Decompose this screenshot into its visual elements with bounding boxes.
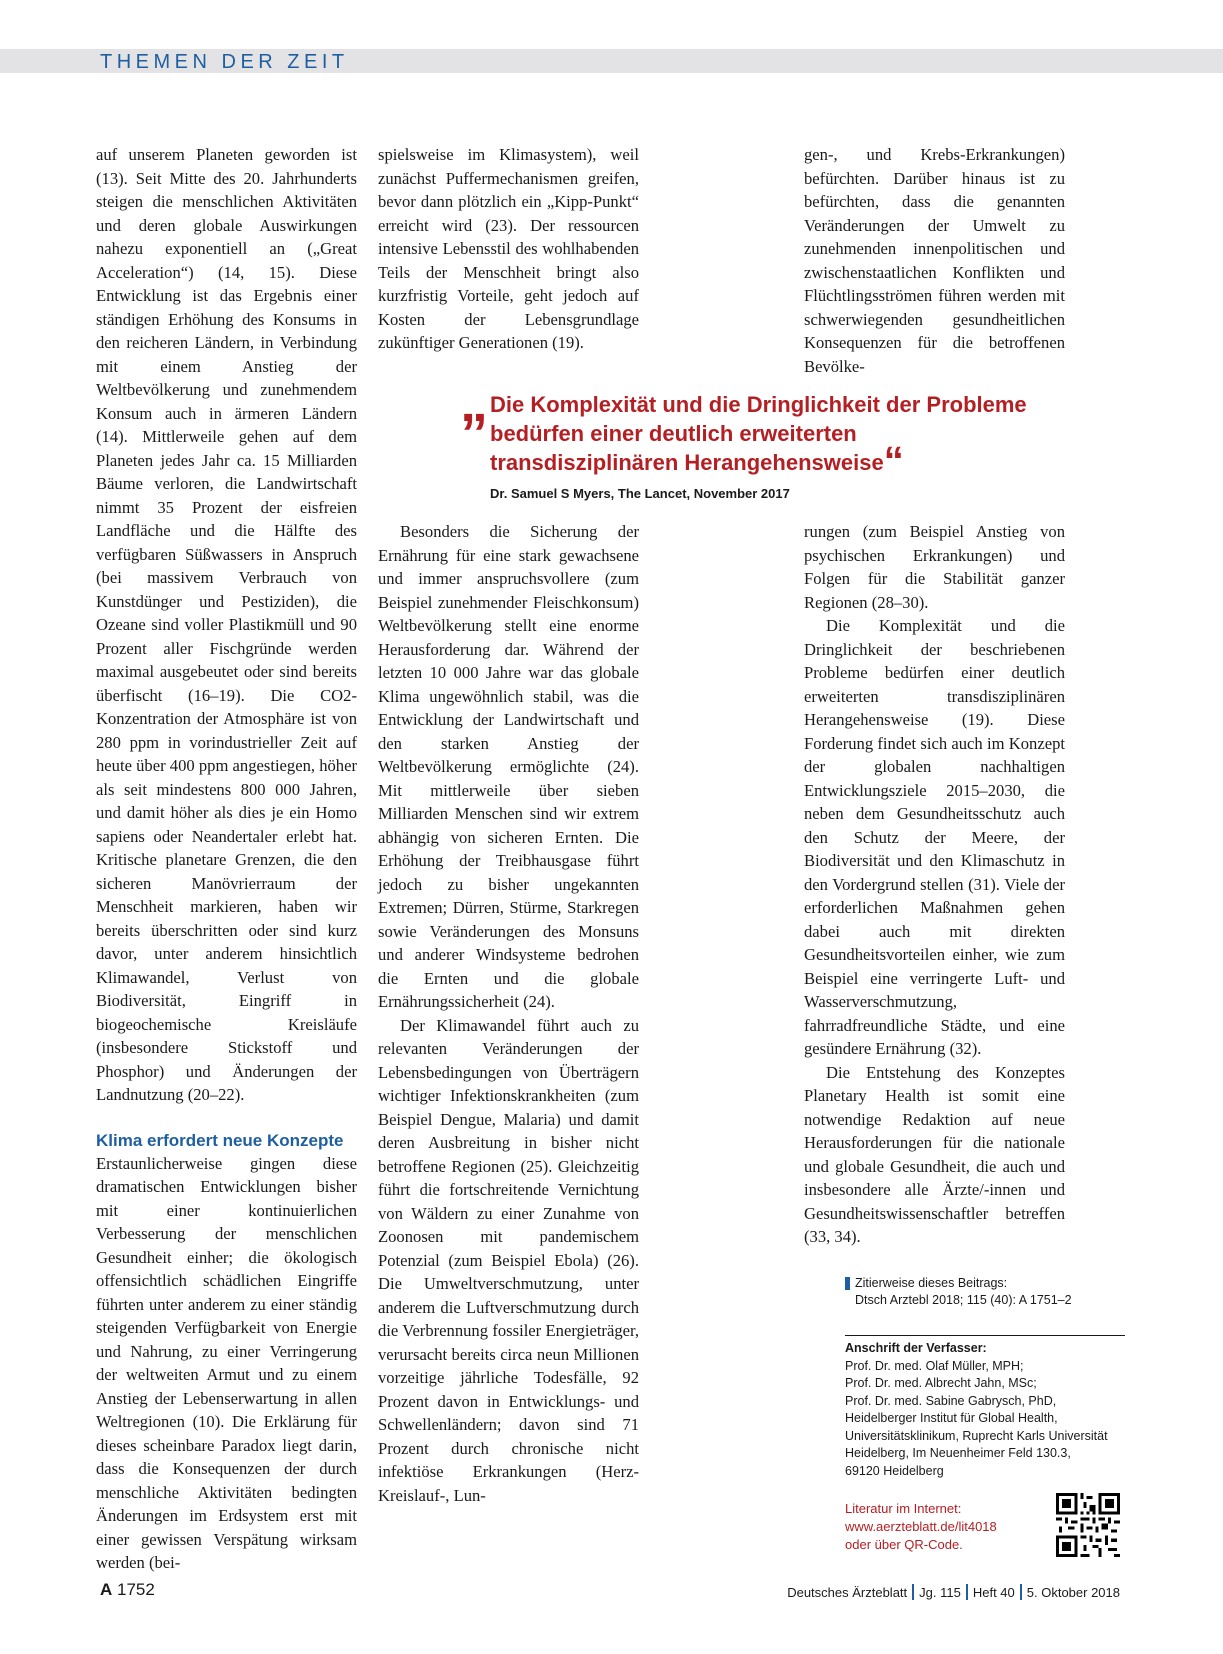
section-heading: Klima erfordert neue Konzepte <box>96 1130 344 1150</box>
citation-label: Zitierweise dieses Beitrags: <box>855 1276 1008 1290</box>
col3-top-paragraph: gen-, und Krebs-Erkrankungen) befürchten. Darüber hinaus ist zu befürchten, dass die genannten Veränderungen der Umwelt zu zunehmenden innenpolitischen und zwischenstaatlichen Konflikten und Flüchtlingsströmen führen werden mit schwerwiegenden gesundheitlichen Konsequenzen für die betroffenen Bevölke- <box>804 145 1065 376</box>
quote-close-mark: “ <box>883 439 904 483</box>
address-line: Universitätsklinikum, Ruprecht Karls Universität <box>845 1428 1108 1443</box>
col3-paragraph-3: Die Entstehung des Konzeptes Planetary Health ist somit eine notwendige Redaktion auf neue Herausforderungen für die nationale und globale Gesundheit, die auch und insbesondere alle Ärzte/-innen und Gesundheitswissenschaftler betreffen (33, 34). <box>804 1062 1065 1246</box>
quote-body: Die Komplexität und die Dringlichkeit der Probleme bedürfen einer deutlich erweiterten transdisziplinären Herangehensweise <box>490 392 1027 475</box>
page-number <box>100 1580 155 1600</box>
journal-date: 5. Oktober 2018 <box>1026 1585 1120 1600</box>
col2-top-paragraph: spielsweise im Klimasystem), weil zunächst Puffermechanismen greifen, bevor dann plötzlich ein „Kipp-Punkt“ erreicht wird (23). Der ressourcen intensive Lebensstil des wohlhabenden Teils der Menschheit bringt also kurzfristig Vorteile, geht jedoch auf Kosten der Lebensgrundlage zukünftiger Generationen (19). <box>378 145 639 352</box>
col1-paragraph-2: Erstaunlicherweise gingen diese dramatischen Entwicklungen bisher mit einer kontinuierlichen Verbesserung der menschlichen Gesundheit einher; die ökologisch offensichtlich schädlichen Eingriffe führten unter anderem zu einer ständig steigenden Verfügbarkeit von Energie und Nahrung, zu einer Verringerung der weltweiten Armut und zu einem Anstieg der Lebenserwartung in allen Weltregionen (10). Die Erklärung für dieses scheinbare Paradox liegt darin, dass die Konsequenzen der durch menschliche Aktivitäten bedingten Änderungen im Erdsystem erst mit einer gewissen Verspätung wirksam werden (bei- <box>96 1153 357 1572</box>
author-address <box>845 1335 1125 1480</box>
col1-paragraph-1: auf unserem Planeten geworden ist (13). Seit Mitte des 20. Jahrhunderts steigen die menschlichen Aktivitäten und deren globale Auswirkungen nahezu exponentiell an („Great Acceleration“) (14, 15). Diese Entwicklung ist das Ergebnis einer ständigen Erhöhung des Konsums in den reicheren Ländern, in Verbindung mit einem Anstieg der Weltbevölkerung und zunehmendem Konsum auch in ärmeren Ländern (14). Mittlerweile gehen auf dem Planeten jedes Jahr ca. 15 Milliarden Bäume verloren, die Landwirtschaft nimmt 35 Prozent der eisfreien Landfläche und die Hälfte des verfügbaren Süßwassers in Anspruch (bei massivem Verbrauch von Kunstdünger und Pestiziden), die Ozeane sind voller Plastikmüll und 90 Prozent aller Fischgründe werden maximal ausgebeutet oder sind bereits überfischt (16–19). Die CO2-Konzentration der Atmosphäre ist von 280 ppm in vorindustrieller Zeit auf heute über 400 ppm angestiegen, höher als seit mindestens 800 000 Jahren, und damit höher als dies je ein Homo sapiens oder Neandertaler erlebt hat. Kritische planetare Grenzen, die den sicheren Manövrierraum der Menschheit markieren, haben wir bereits überschritten oder sind kurz davor, unter anderem hinsichtlich Klimawandel, Verlust von Biodiversität, Eingriff in biogeochemische Kreisläufe (insbesondere Stickstoff und Phosphor) und Änderungen der Landnutzung (20–22). <box>96 145 357 1104</box>
literature-qr-note: oder über QR-Code. <box>845 1537 963 1552</box>
page-prefix: A <box>100 1580 113 1599</box>
col2-paragraph-1: Besonders die Sicherung der Ernährung für eine stark gewachsene und immer anspruchsvollere (zum Beispiel zunehmender Fleischkonsum) Weltbevölkerung stellt eine enorme Herausforderung dar. Während der letzten 10 000 Jahre war das globale Klima ungewöhnlich stabil, was die Entwicklung der Landwirtschaft und den starken Anstieg der Weltbevölkerung ermöglichte (24). Mit mittlerweile über sieben Milliarden Menschen sind wir extrem abhängig von sicheren Ernten. Die Erhöhung der Treibhausgase führt jedoch zu bisher ungekannten Extremen; Dürren, Stürme, Starkregen sowie Veränderungen des Monsuns und anderer Windsysteme bedrohen die Ernten und die globale Ernährungssicherheit (24). <box>378 522 639 1011</box>
address-title: Anschrift der Verfasser: <box>845 1341 987 1355</box>
section-title: THEMEN DER ZEIT <box>100 51 349 73</box>
footer-separator <box>966 1584 968 1600</box>
address-line: Prof. Dr. med. Albrecht Jahn, MSc; <box>845 1376 1037 1390</box>
col3-paragraph-1: rungen (zum Beispiel Anstieg von psychischen Erkrankungen) und Folgen für die Stabilität ganzer Regionen (28–30). <box>804 522 1065 612</box>
column-2-top <box>378 143 639 355</box>
address-line: 69120 Heidelberg <box>845 1463 944 1478</box>
address-line: Heidelberger Institut für Global Health, <box>845 1411 1058 1425</box>
address-line: Prof. Dr. med. Sabine Gabrysch, PhD, <box>845 1393 1057 1408</box>
literature-note <box>845 1500 1035 1554</box>
citation-box <box>845 1275 1125 1309</box>
column-3-bottom <box>804 520 1065 1249</box>
quote-text <box>490 390 1050 483</box>
address-line: Heidelberg, Im Neuenheimer Feld 130.3, <box>845 1446 1071 1460</box>
page-number-value: 1752 <box>117 1580 155 1599</box>
col3-paragraph-2: Die Komplexität und die Dringlichkeit der beschriebenen Probleme bedürfen einer deutlich erweiterten transdisziplinären Herangehensweise (19). Diese Forderung findet sich auch im Konzept der globalen nachhaltigen Entwicklungsziele 2015–2030, die neben dem Gesundheitsschutz auch den Schutz der Meere, der Biodiversität und den Klimaschutz in den Vordergrund stellen (31). Viele der erforderlichen Maßnahmen gehen dabei auch mit direkten Gesundheitsvorteilen einher, wie zum Beispiel eine verringerte Luft- und Wasserverschmutzung, fahrradfreundliche Städte, und eine gesündere Ernährung (32). <box>804 616 1065 1058</box>
quote-source: Dr. Samuel S Myers, The Lancet, November 2017 <box>490 486 790 501</box>
column-1 <box>96 143 357 1575</box>
journal-issue: Heft 40 <box>972 1585 1015 1600</box>
journal-name: Deutsches Ärzteblatt <box>787 1585 908 1600</box>
pull-quote <box>460 370 1050 501</box>
citation-marker <box>845 1277 850 1290</box>
literature-link[interactable]: www.aerzteblatt.de/lit4018 <box>845 1519 997 1534</box>
journal-footer <box>787 1584 1120 1600</box>
column-2-bottom <box>378 520 639 1507</box>
literature-label: Literatur im Internet: <box>845 1501 962 1516</box>
citation-reference: Dtsch Arztebl 2018; 115 (40): A 1751–2 <box>855 1293 1072 1307</box>
footer-separator <box>1020 1584 1022 1600</box>
qr-code-icon[interactable] <box>1056 1493 1120 1557</box>
column-3-top <box>804 143 1065 378</box>
address-line: Prof. Dr. med. Olaf Müller, MPH; <box>845 1358 1024 1373</box>
journal-volume: Jg. 115 <box>919 1585 961 1600</box>
col2-paragraph-2: Der Klimawandel führt auch zu relevanten Veränderungen der Lebensbedingungen von Überträgern wichtiger Infektionskrankheiten (zum Beispiel Dengue, Malaria) und damit deren Ausbreitung in bisher nicht betroffene Regionen (25). Gleichzeitig führt die fortschreitende Vernichtung von Wäldern zu einer Zunahme von Zoonosen mit pandemischem Potenzial (zum Beispiel Ebola) (26). Die Umweltverschmutzung, unter anderem die Luftverschmutzung durch die Verbrennung fossiler Energieträger, verursacht bereits circa neun Millionen vorzeitige jährliche Todesfälle, 92 Prozent davon in Entwicklungs- und Schwellenländern; davon sind 71 Prozent durch chronische nicht infektiöse Erkrankungen (Herz-Kreislauf-, Lun- <box>378 1015 639 1505</box>
quote-open-mark: „ <box>460 370 488 433</box>
footer-separator <box>912 1584 914 1600</box>
